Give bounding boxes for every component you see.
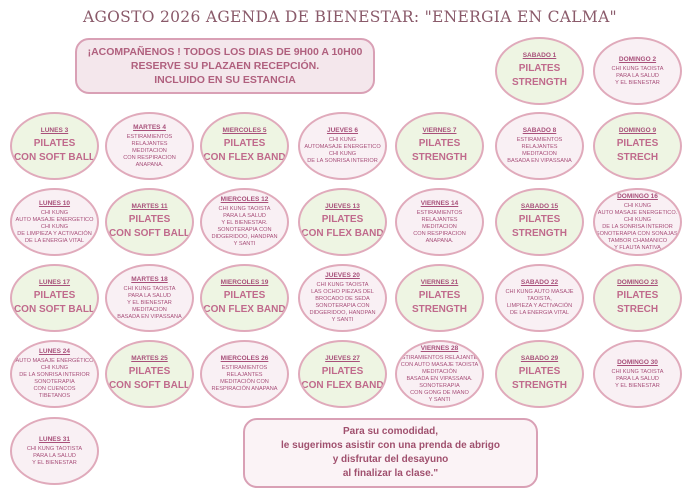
day-label: VIERNES 14 [420,199,459,207]
activity-desc: CHI KUNG [40,223,69,230]
day-label: MIERCOLES 12 [220,196,269,203]
activity-desc: CHI KUNG [328,151,357,157]
activity-desc: RELAJANTES [521,144,558,150]
activity-desc: MEDITACION [132,306,167,313]
activity-desc: LIMPIEZA Y ACTIVACIÓN [506,303,573,309]
activity-title: STRENGTH [512,77,567,88]
activity-desc: TIBETANOS [38,393,71,399]
day-label: SABADO 29 [520,355,559,362]
advice-line: le sugerimos asistir con una prenda de abrigo [281,440,500,451]
day-label: LUNES 31 [38,435,71,443]
activity-desc: CON CUENCOS [33,386,76,392]
activity-desc: Y SANTI [233,241,256,247]
activity-desc: CHI KUNG AUTO MASAJE [505,289,574,295]
activity-title: CON FLEX BAND [203,152,286,163]
activity-title: PILATES [616,138,659,149]
day-cell [593,37,682,105]
activity-desc: Y FLAUTA NATIVA [614,244,661,251]
advice-line: al finalizar la clase." [342,468,439,479]
advice-line: y disfrutar del desayuno [332,454,449,465]
activity-desc: BASADA EN VIPASSANA. [406,375,473,382]
activity-desc: CHI KUNG TAOISTA [611,65,664,72]
activity-title: PILATES [418,290,461,301]
day-label: MARTES 18 [131,275,168,283]
notice-line: RESERVE SU PLAZAEN RECEPCIÓN. [130,60,320,72]
activity-desc: MEDITACION [132,147,167,154]
activity-title: PILATES [223,290,266,301]
activity-desc: PARA LA SALUD [128,292,171,299]
day-cell [200,188,289,256]
activity-desc: RELAJANTES [226,372,263,378]
day-label: LUNES 10 [38,199,71,207]
activity-desc: ESTIRAMIENTOS [126,133,173,140]
activity-desc: CHI KUNG TAOISTA [611,368,664,375]
activity-desc: Y EL BIENESTAR [615,382,660,389]
activity-desc: CHI KUNG [40,209,69,216]
day-cell [10,417,99,485]
activity-desc: Y EL BIENESTAR [615,79,660,86]
activity-desc: LAS OCHO PIEZAS DEL [311,289,374,295]
activity-title: CON SOFT BALL [108,228,191,239]
activity-title: CON FLEX BAND [203,304,286,315]
advice-line: Para su comodidad, [342,426,439,437]
page-title: AGOSTO 2026 AGENDA DE BIENESTAR: "ENERGIA EN CALMA" [82,8,617,26]
activity-desc: TAMBOR CHAMANICO [607,237,668,244]
activity-title: CON SOFT BALL [108,380,191,391]
activity-title: STRENGTH [412,304,467,315]
activity-title: STRENGTH [512,228,567,239]
activity-desc: SONOTERAPIA CON [217,227,272,233]
notice-box [75,38,375,94]
day-cell [495,37,584,105]
activity-desc: ESTIRAMIENTOS [221,365,268,371]
activity-desc: CON AUTO MASAJE TAOISTA [400,361,479,368]
day-label: SABADO 22 [520,279,559,286]
day-label: LUNES 17 [38,279,71,286]
day-cell [200,264,289,332]
activity-desc: RELAJANTES [131,140,168,147]
activity-desc: PARA LA SALUD [33,452,76,459]
day-cell [495,112,584,180]
day-label: LUNES 24 [38,348,71,355]
activity-desc: DE LA SONRISA INTERIOR [19,372,90,378]
activity-desc: SONOTERAPIA CON [315,303,370,309]
activity-title: STRENGTH [512,380,567,391]
activity-desc: DE LA SONRISA INTERIOR [307,158,378,164]
day-cell [105,264,194,332]
activity-title: PILATES [518,214,561,225]
activity-title: PILATES [128,366,171,377]
activity-title: CON SOFT BALL [13,152,96,163]
day-label: VIERNES 28 [420,344,459,352]
day-cell [105,112,194,180]
activity-desc: CHI KUNG [623,216,652,223]
activity-title: PILATES [223,138,266,149]
day-cell [298,188,387,256]
day-cell [395,340,484,408]
day-label: DOMINGO 30 [617,358,658,366]
day-cell [495,340,584,408]
day-label: JUEVES 20 [325,272,360,279]
day-label: MARTES 25 [131,355,168,362]
activity-desc: PARA LA SALUD [223,213,266,219]
activity-title: CON SOFT BALL [13,304,96,315]
day-label: SABADO 15 [520,203,559,210]
activity-title: PILATES [518,366,561,377]
activity-title: STRECH [616,152,659,163]
activity-title: PILATES [321,214,364,225]
activity-title: PILATES [321,366,364,377]
activity-desc: SONOTERAPIA [419,382,460,389]
day-cell [105,188,194,256]
activity-desc: MEDITACION [522,151,557,157]
activity-desc: RESPIRACIÓN ANAPANA [211,386,278,392]
advice-box [243,418,538,488]
day-label: MIERCOLES 5 [222,127,267,134]
day-cell [105,340,194,408]
day-cell [593,340,682,408]
day-label: LUNES 3 [40,127,69,134]
activity-desc: PARA LA SALUD [616,375,659,382]
day-cell [10,264,99,332]
activity-desc: CHI KUNG TAOISTA [218,206,271,212]
day-label: MARTES 4 [133,123,166,131]
activity-desc: CHI KUNG TAOTISTA [26,445,83,452]
day-label: VIERNES 7 [422,127,457,134]
day-label: JUEVES 13 [325,203,360,210]
activity-title: CON FLEX BAND [301,228,384,239]
day-cell [593,188,682,256]
day-label: DOMINGO 2 [618,55,657,63]
day-label: MARTES 11 [131,203,168,210]
day-label: SABADO 8 [522,127,557,134]
day-cell [495,264,584,332]
day-cell [298,264,387,332]
activity-desc: ANAPANA. [425,237,454,244]
activity-title: PILATES [418,138,461,149]
activity-desc: CHI KUNG [40,365,69,371]
day-label: SABADO 1 [522,52,557,59]
day-cell [200,340,289,408]
activity-desc: CHI KUNG TAOISTA [316,282,369,288]
activity-desc: DE LA ENERGIA VITAL [510,310,569,316]
activity-desc: DE LA ENERGIA VITAL [25,237,84,244]
activity-desc: CON RESPIRACION [123,154,176,161]
activity-desc: Y SANTI [428,396,451,403]
activity-desc: ESTIRAMIENTOS [416,209,463,216]
day-cell [395,264,484,332]
activity-desc: SONOTERAPIA CON SONAJAS, [595,230,680,237]
activity-title: PILATES [33,138,76,149]
activity-desc: SONOTERAPIA [34,379,75,385]
activity-desc: MEDITACIÓN CON [220,379,269,385]
activity-desc: DE LA SONRISA INTERIOR [602,223,673,230]
activity-desc: DIDGERIDOO, HANDPAN [211,234,278,240]
activity-desc: Y SANTI [331,317,354,323]
day-cell [298,340,387,408]
day-cell [10,340,99,408]
activity-desc: MEDITACIÓN [422,368,457,375]
activity-desc: Y EL BIENESTAR [32,459,77,466]
activity-title: STRENGTH [412,152,467,163]
activity-desc: AUTO MASAJE ENERGÉTICO [15,358,94,364]
day-cell [10,188,99,256]
activity-desc: AUTO MASAJE ENERGETICO [15,216,94,223]
day-label: JUEVES 27 [325,355,360,362]
activity-desc: BROCADO DE SEDA [315,296,370,302]
activity-desc: DIDGERIDOO, HANDPAN [309,310,376,316]
activity-desc: CON RESPIRACION [413,230,466,237]
activity-title: CON FLEX BAND [301,380,384,391]
day-cell [395,112,484,180]
activity-desc: ESTIRAMIENTOS [516,137,563,143]
activity-desc: MEDITACION [422,223,457,230]
day-cell [298,112,387,180]
day-cell [593,112,682,180]
activity-desc: BASADA EN VIPASSANA [117,313,182,320]
activity-desc: CHI KUNG TAOISTA [123,285,176,292]
day-cell [10,112,99,180]
activity-desc: AUTOMASAJE ENERGETICO [304,144,381,150]
activity-desc: Y EL BIENESTAR [127,299,172,306]
activity-desc: RELAJANTES [421,216,458,223]
day-cell [395,188,484,256]
day-label: DOMINGO 9 [618,127,657,134]
notice-line: INCLUIDO EN SU ESTANCIA [154,74,296,86]
activity-title: PILATES [128,214,171,225]
day-cell [200,112,289,180]
activity-title: PILATES [33,290,76,301]
activity-desc: CON GONG DE MANO [410,389,469,396]
day-label: VIERNES 21 [420,279,459,286]
activity-title: PILATES [518,63,561,74]
day-label: JUEVES 6 [326,127,359,134]
activity-desc: CHI KUNG [623,202,652,209]
activity-desc: AUTO MASAJE ENERGETICO. [597,209,678,216]
day-label: DOMINGO 16 [617,192,658,200]
day-cell [593,264,682,332]
activity-desc: BASADA EN VIPASSANA [507,158,572,164]
activity-title: PILATES [616,290,659,301]
day-cell [495,188,584,256]
activity-desc: CHI KUNG [328,137,357,143]
day-label: DOMINGO 23 [617,279,658,286]
day-label: MIERCOLES 19 [220,279,269,286]
activity-desc: TAOISTA, [527,296,552,302]
activity-desc: Y EL BIENESTAR. [221,220,268,226]
activity-desc: PARA LA SALUD [616,72,659,79]
activity-desc: DE LIMPIEZA Y ACTIVACIÓN [17,230,92,237]
activity-title: STRECH [616,304,659,315]
day-label: MIERCOLES 26 [220,355,269,362]
activity-desc: ANAPANA. [135,161,164,168]
activity-desc: ESTIRAMIENTOS RELAJANTES [397,354,482,361]
notice-line: ¡ACOMPAÑENOS ! TODOS LOS DIAS DE 9H00 A 10H00 [87,46,363,58]
